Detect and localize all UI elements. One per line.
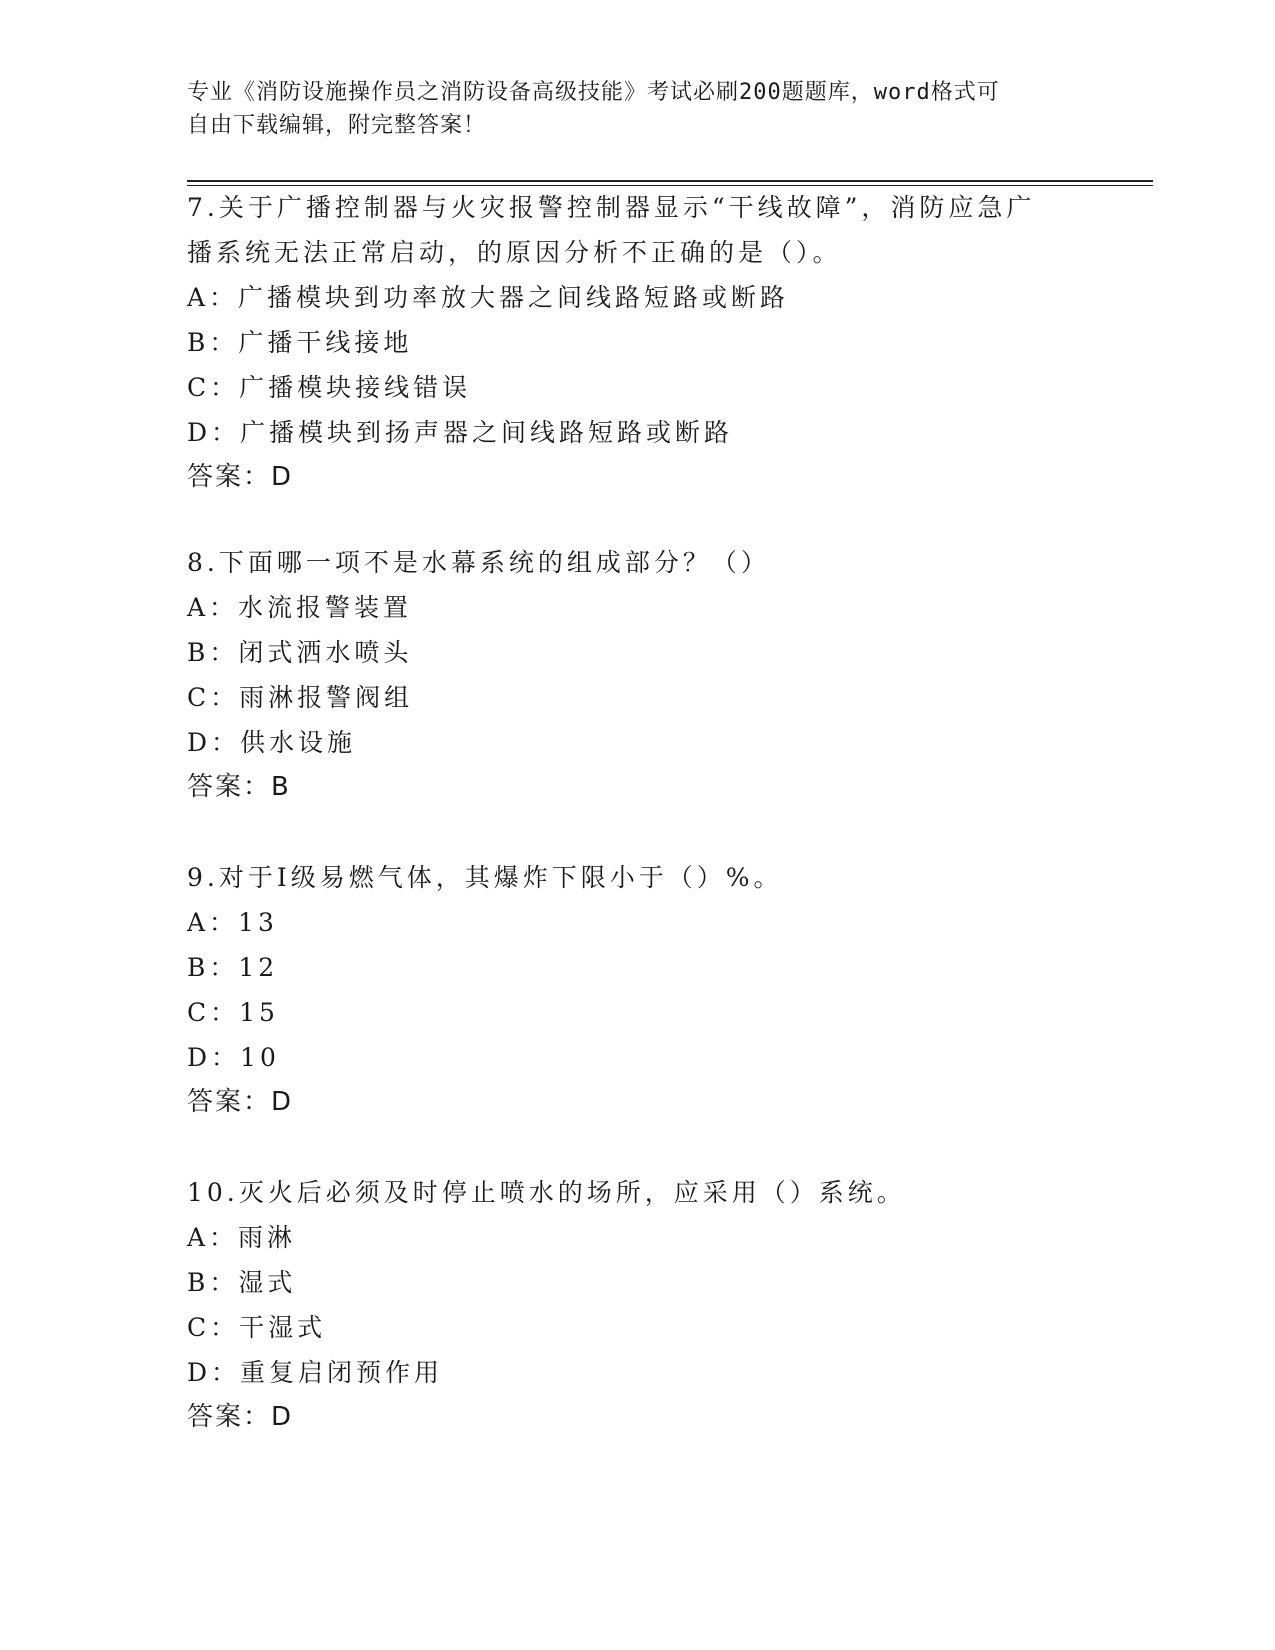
question-8 bbox=[187, 540, 1077, 810]
header-line-2: 自由下载编辑，附完整答案！ bbox=[187, 113, 487, 138]
option-a: A：广播模块到功率放大器之间线路短路或断路 bbox=[187, 283, 790, 312]
option-b: B：闭式洒水喷头 bbox=[187, 638, 413, 667]
option-d: D：10 bbox=[187, 1043, 280, 1072]
option-d: D：供水设施 bbox=[187, 728, 357, 757]
option-c: C：雨淋报警阀组 bbox=[187, 683, 414, 712]
option-a: A：13 bbox=[187, 908, 278, 937]
question-stem: 9.对于Ⅰ级易燃气体，其爆炸下限小于（）%。 bbox=[187, 863, 783, 892]
option-d: D：重复启闭预作用 bbox=[187, 1358, 444, 1387]
option-c: C：15 bbox=[187, 998, 279, 1027]
header-line-1: 专业《消防设施操作员之消防设备高级技能》考试必刷200题题库，word格式可 bbox=[187, 80, 1000, 105]
answer: 答案：D bbox=[187, 1402, 294, 1432]
document-header bbox=[187, 76, 1067, 142]
question-9 bbox=[187, 855, 1077, 1125]
option-d: D：广播模块到扬声器之间线路短路或断路 bbox=[187, 418, 734, 447]
answer: 答案：D bbox=[187, 462, 294, 492]
question-stem: 8.下面哪一项不是水幕系统的组成部分？（） bbox=[187, 548, 770, 577]
question-stem: 10.灭火后必须及时停止喷水的场所，应采用（）系统。 bbox=[187, 1178, 906, 1207]
header-divider-thick bbox=[187, 180, 1153, 182]
question-7 bbox=[187, 185, 1077, 500]
option-b: B：12 bbox=[187, 953, 279, 982]
option-c: C：广播模块接线错误 bbox=[187, 373, 472, 402]
question-stem: 7.关于广播控制器与火灾报警控制器显示“干线故障”，消防应急广 bbox=[187, 193, 1036, 222]
option-a: A：雨淋 bbox=[187, 1223, 297, 1252]
option-c: C：干湿式 bbox=[187, 1313, 327, 1342]
option-a: A：水流报警装置 bbox=[187, 593, 413, 622]
option-b: B：湿式 bbox=[187, 1268, 297, 1297]
answer: 答案：D bbox=[187, 1087, 294, 1117]
answer: 答案：B bbox=[187, 772, 291, 802]
option-b: B：广播干线接地 bbox=[187, 328, 413, 357]
question-stem: 播系统无法正常启动，的原因分析不正确的是（）。 bbox=[187, 238, 842, 267]
question-10 bbox=[187, 1170, 1077, 1440]
